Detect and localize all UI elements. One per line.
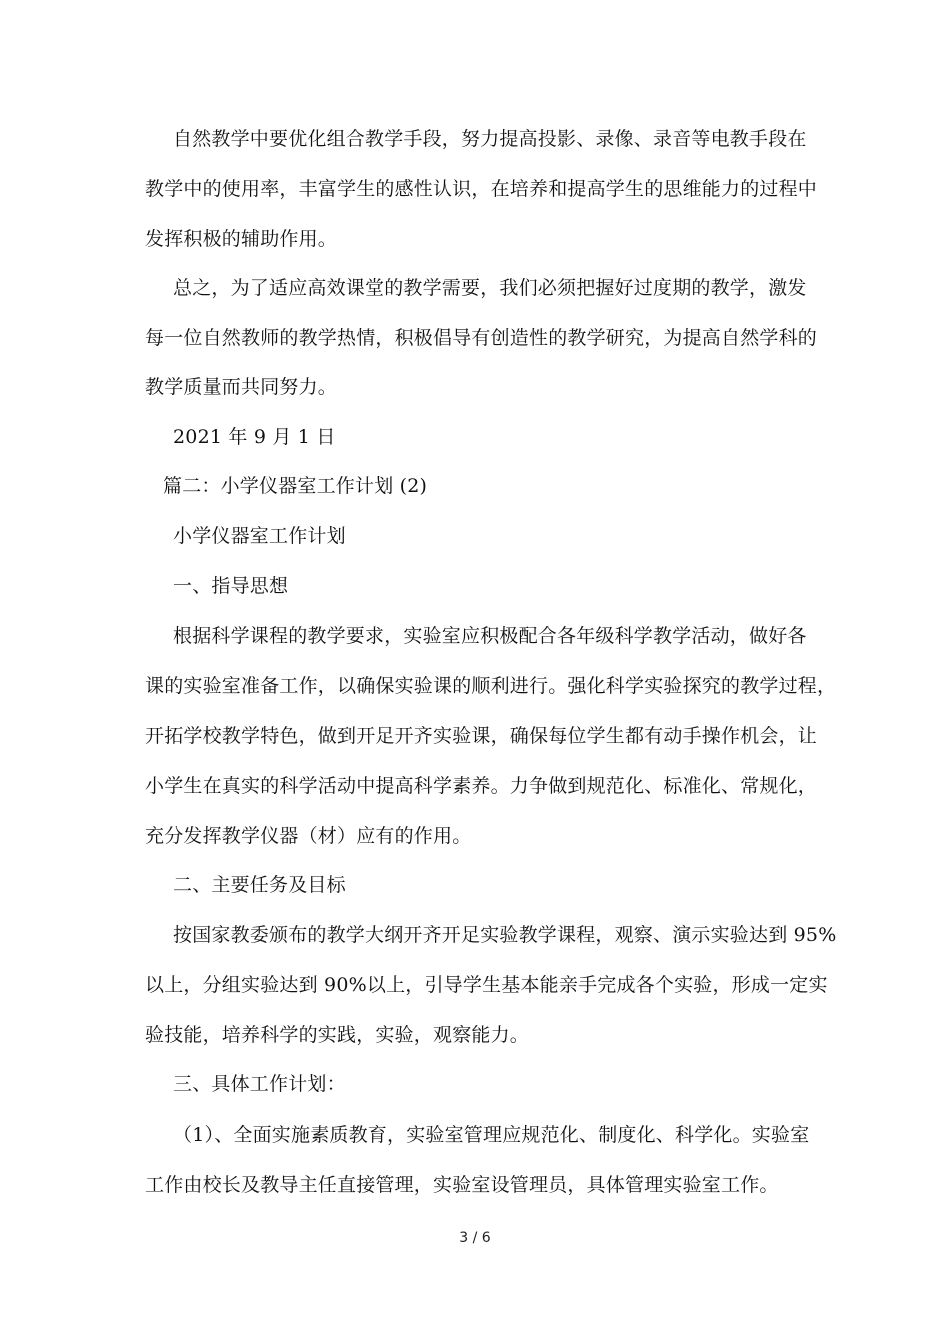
paragraph-line: 按国家教委颁布的教学大纲开齐开足实验教学课程，观察、演示实验达到 95% <box>173 924 837 946</box>
paragraph-line: 教学中的使用率，丰富学生的感性认识，在培养和提高学生的思维能力的过程中 <box>145 178 818 200</box>
paragraph-line: 开拓学校教学特色，做到开足开齐实验课，确保每位学生都有动手操作机会，让 <box>145 725 818 747</box>
page-number: 3 / 6 <box>459 1230 491 1246</box>
date-line: 2021 年 9 月 1 日 <box>173 426 336 448</box>
paragraph-line: 根据科学课程的教学要求，实验室应积极配合各年级科学教学活动，做好各 <box>173 625 807 647</box>
paragraph-line: 小学生在真实的科学活动中提高科学素养。力争做到规范化、标准化、常规化， <box>145 775 818 797</box>
paragraph-line: 教学质量而共同努力。 <box>145 376 338 398</box>
paragraph-line: 自然教学中要优化组合教学手段，努力提高投影、录像、录音等电教手段在 <box>173 128 807 150</box>
paragraph-line: 工作由校长及教导主任直接管理，实验室设管理员，具体管理实验室工作。 <box>145 1174 779 1196</box>
document-title: 小学仪器室工作计划 <box>173 525 346 547</box>
paragraph-line: （1）、全面实施素质教育，实验室管理应规范化、制度化、科学化。实验室 <box>173 1124 810 1146</box>
paragraph-line: 验技能，培养科学的实践，实验，观察能力。 <box>145 1024 530 1046</box>
paragraph-line: 发挥积极的辅助作用。 <box>145 228 338 250</box>
paragraph-line: 以上，分组实验达到 90%以上，引导学生基本能亲手完成各个实验，形成一定实 <box>145 974 828 996</box>
section-heading: 一、指导思想 <box>173 575 289 597</box>
paragraph-line: 课的实验室准备工作，以确保实验课的顺利进行。强化科学实验探究的教学过程， <box>145 675 837 697</box>
paragraph-line: 每一位自然教师的教学热情，积极倡导有创造性的教学研究，为提高自然学科的 <box>145 327 818 349</box>
section-heading: 三、具体工作计划： <box>173 1073 346 1095</box>
section-heading: 篇二：小学仪器室工作计划 (2) <box>163 475 428 497</box>
paragraph-line: 充分发挥教学仪器（材）应有的作用。 <box>145 825 472 847</box>
section-heading: 二、主要任务及目标 <box>173 874 346 896</box>
paragraph-line: 总之，为了适应高效课堂的教学需要，我们必须把握好过度期的教学，激发 <box>173 277 807 299</box>
